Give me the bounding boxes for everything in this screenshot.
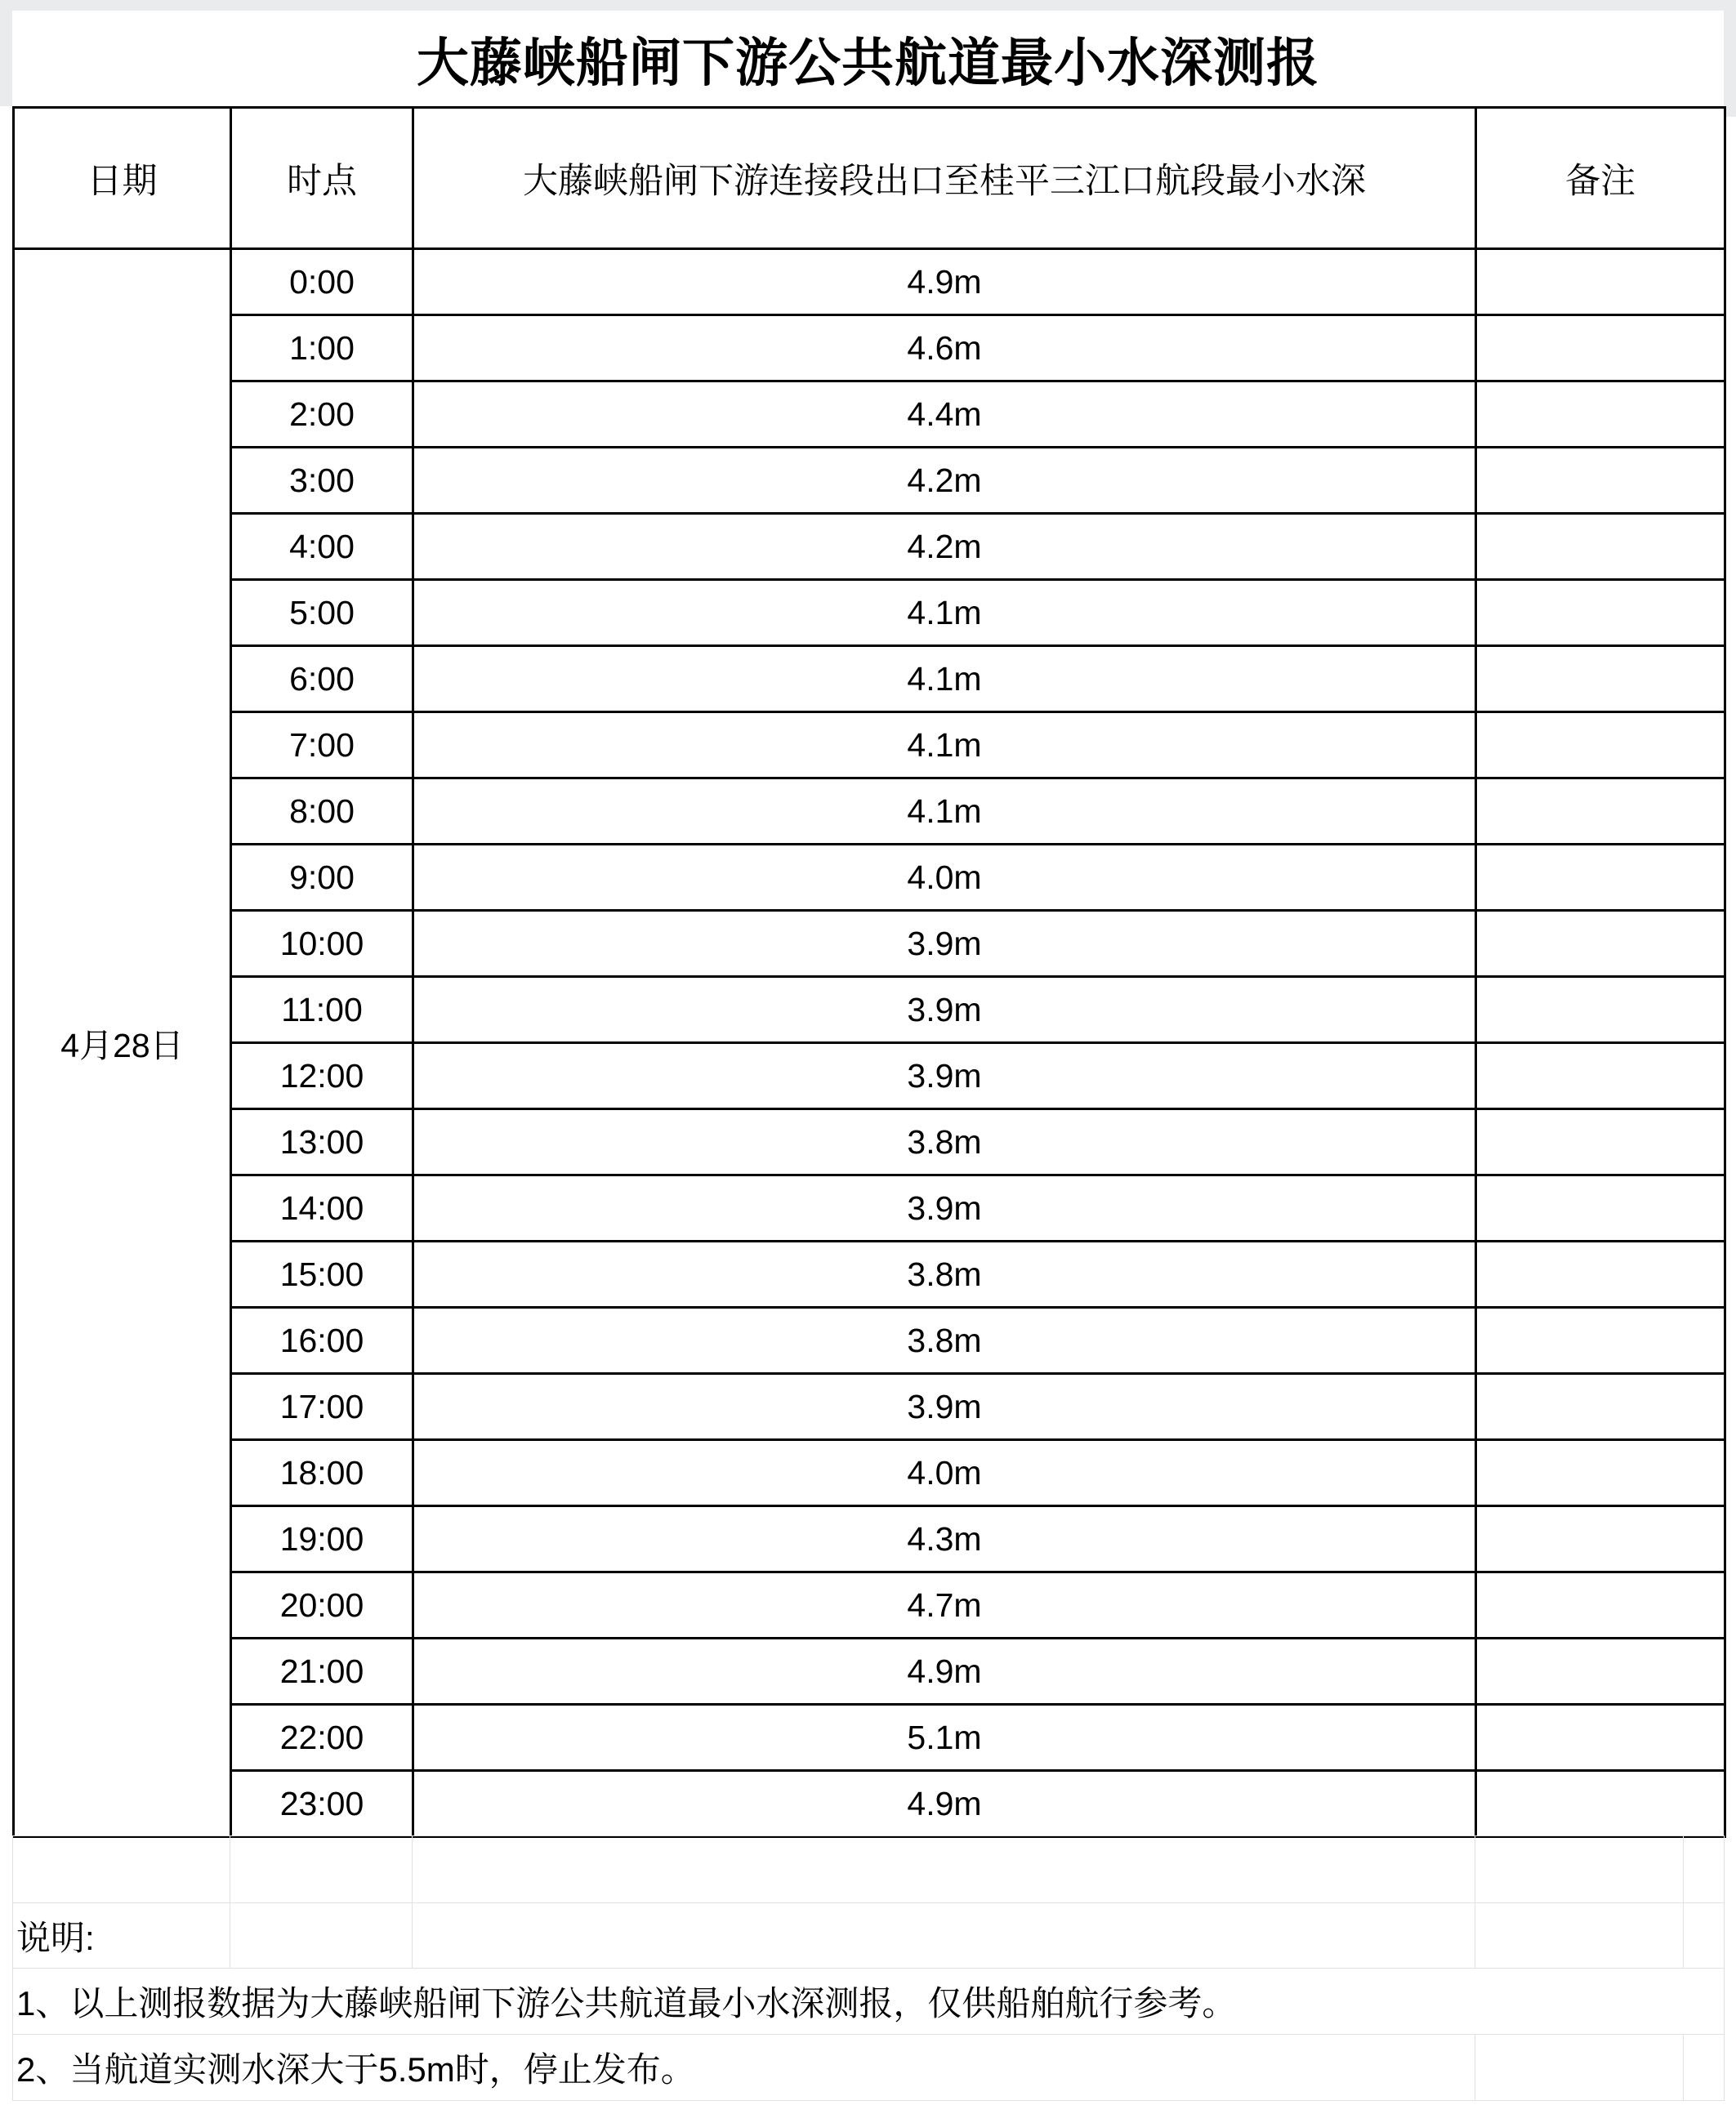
empty-cell — [1684, 2035, 1725, 2101]
remark-cell — [1476, 1374, 1725, 1440]
empty-cell — [1684, 1836, 1725, 1903]
time-cell: 7:00 — [231, 712, 413, 778]
remark-cell — [1476, 1043, 1725, 1109]
title-block — [12, 11, 1724, 106]
remark-cell — [1476, 712, 1725, 778]
time-cell: 18:00 — [231, 1440, 413, 1506]
time-cell: 22:00 — [231, 1705, 413, 1771]
table-row — [14, 1374, 1725, 1440]
sheet-margin-top — [0, 0, 1736, 11]
table-row — [14, 580, 1725, 646]
time-cell: 23:00 — [231, 1771, 413, 1837]
depth-cell: 4.6m — [413, 315, 1476, 381]
depth-table — [12, 106, 1726, 1838]
time-cell: 4:00 — [231, 514, 413, 580]
table-row — [14, 448, 1725, 514]
depth-cell: 4.2m — [413, 448, 1476, 514]
time-cell: 13:00 — [231, 1109, 413, 1175]
remark-cell — [1476, 448, 1725, 514]
depth-cell: 4.9m — [413, 1771, 1476, 1837]
header-remark: 备注 — [1476, 108, 1725, 249]
time-cell: 6:00 — [231, 646, 413, 712]
table-row — [14, 514, 1725, 580]
depth-cell: 4.9m — [413, 1639, 1476, 1705]
table-row — [14, 1771, 1725, 1837]
remark-cell — [1476, 514, 1725, 580]
time-cell: 1:00 — [231, 315, 413, 381]
empty-cell — [13, 1836, 230, 1903]
table-row — [14, 249, 1725, 315]
empty-cell — [1475, 1836, 1684, 1903]
depth-cell: 3.9m — [413, 1374, 1476, 1440]
depth-cell: 3.9m — [413, 911, 1476, 977]
table-row — [14, 1175, 1725, 1242]
table-row — [14, 1572, 1725, 1639]
depth-cell: 4.0m — [413, 845, 1476, 911]
time-cell: 0:00 — [231, 249, 413, 315]
remark-cell — [1476, 646, 1725, 712]
remark-cell — [1476, 1109, 1725, 1175]
time-cell: 5:00 — [231, 580, 413, 646]
sheet-margin-right — [1724, 0, 1736, 117]
depth-cell: 3.9m — [413, 977, 1476, 1043]
time-cell: 9:00 — [231, 845, 413, 911]
time-cell: 16:00 — [231, 1308, 413, 1374]
depth-cell: 3.8m — [413, 1308, 1476, 1374]
note-row-2 — [13, 2035, 1725, 2101]
remark-cell — [1476, 977, 1725, 1043]
remark-cell — [1476, 778, 1725, 845]
table-row — [14, 778, 1725, 845]
depth-cell: 4.7m — [413, 1572, 1476, 1639]
table-row — [14, 1308, 1725, 1374]
time-cell: 10:00 — [231, 911, 413, 977]
depth-cell: 5.1m — [413, 1705, 1476, 1771]
depth-cell: 4.4m — [413, 381, 1476, 448]
notes-section — [12, 1835, 1725, 2101]
notes-grid — [12, 1835, 1725, 2101]
remark-cell — [1476, 1506, 1725, 1572]
remark-cell — [1476, 1639, 1725, 1705]
remark-cell — [1476, 1705, 1725, 1771]
table-row — [14, 1705, 1725, 1771]
page-title: 大藤峡船闸下游公共航道最小水深测报 — [417, 33, 1319, 92]
remark-cell — [1476, 249, 1725, 315]
depth-cell: 3.9m — [413, 1175, 1476, 1242]
time-cell: 11:00 — [231, 977, 413, 1043]
depth-cell: 4.2m — [413, 514, 1476, 580]
empty-cell — [1684, 1903, 1725, 1969]
table-row — [14, 1043, 1725, 1109]
remark-cell — [1476, 911, 1725, 977]
remark-cell — [1476, 580, 1725, 646]
time-cell: 15:00 — [231, 1242, 413, 1308]
remark-cell — [1476, 845, 1725, 911]
depth-cell: 4.3m — [413, 1506, 1476, 1572]
remark-cell — [1476, 315, 1725, 381]
note-row-1 — [13, 1969, 1725, 2035]
table-row — [14, 315, 1725, 381]
depth-cell: 4.0m — [413, 1440, 1476, 1506]
table-row — [14, 977, 1725, 1043]
depth-cell: 3.9m — [413, 1043, 1476, 1109]
notes-label-row — [13, 1903, 1725, 1969]
time-cell: 8:00 — [231, 778, 413, 845]
depth-table-body — [14, 249, 1725, 1837]
empty-grid-row — [13, 1836, 1725, 1903]
table-row — [14, 646, 1725, 712]
remark-cell — [1476, 1175, 1725, 1242]
time-cell: 21:00 — [231, 1639, 413, 1705]
table-row — [14, 1440, 1725, 1506]
remark-cell — [1476, 1440, 1725, 1506]
table-row — [14, 911, 1725, 977]
depth-cell: 4.1m — [413, 580, 1476, 646]
header-row — [14, 108, 1725, 249]
depth-cell: 3.8m — [413, 1242, 1476, 1308]
header-date: 日期 — [14, 108, 231, 249]
empty-cell — [1475, 2035, 1684, 2101]
time-cell: 12:00 — [231, 1043, 413, 1109]
depth-table-container — [12, 106, 1726, 1838]
table-row — [14, 1242, 1725, 1308]
empty-cell — [1475, 1903, 1684, 1969]
time-cell: 2:00 — [231, 381, 413, 448]
time-cell: 3:00 — [231, 448, 413, 514]
remark-cell — [1476, 1308, 1725, 1374]
table-row — [14, 845, 1725, 911]
header-depth: 大藤峡船闸下游连接段出口至桂平三江口航段最小水深 — [413, 108, 1476, 249]
depth-cell: 4.9m — [413, 249, 1476, 315]
date-cell: 4月28日 — [14, 249, 231, 1837]
time-cell: 19:00 — [231, 1506, 413, 1572]
depth-cell: 4.1m — [413, 778, 1476, 845]
note-item-1: 1、以上测报数据为大藤峡船闸下游公共航道最小水深测报，仅供船舶航行参考。 — [13, 1969, 1725, 2035]
table-row — [14, 1639, 1725, 1705]
table-row — [14, 1109, 1725, 1175]
depth-cell: 4.1m — [413, 646, 1476, 712]
empty-cell — [230, 1836, 413, 1903]
depth-cell: 4.1m — [413, 712, 1476, 778]
empty-cell — [230, 1903, 413, 1969]
empty-cell — [413, 1836, 1475, 1903]
remark-cell — [1476, 1771, 1725, 1837]
table-row — [14, 381, 1725, 448]
remark-cell — [1476, 1572, 1725, 1639]
time-cell: 14:00 — [231, 1175, 413, 1242]
table-row — [14, 1506, 1725, 1572]
remark-cell — [1476, 381, 1725, 448]
remark-cell — [1476, 1242, 1725, 1308]
table-row — [14, 712, 1725, 778]
notes-label: 说明: — [13, 1903, 230, 1969]
note-item-2: 2、当航道实测水深大于5.5m时，停止发布。 — [13, 2035, 1475, 2101]
header-time: 时点 — [231, 108, 413, 249]
time-cell: 20:00 — [231, 1572, 413, 1639]
time-cell: 17:00 — [231, 1374, 413, 1440]
empty-cell — [413, 1903, 1475, 1969]
sheet-margin-left — [0, 11, 12, 106]
depth-cell: 3.8m — [413, 1109, 1476, 1175]
